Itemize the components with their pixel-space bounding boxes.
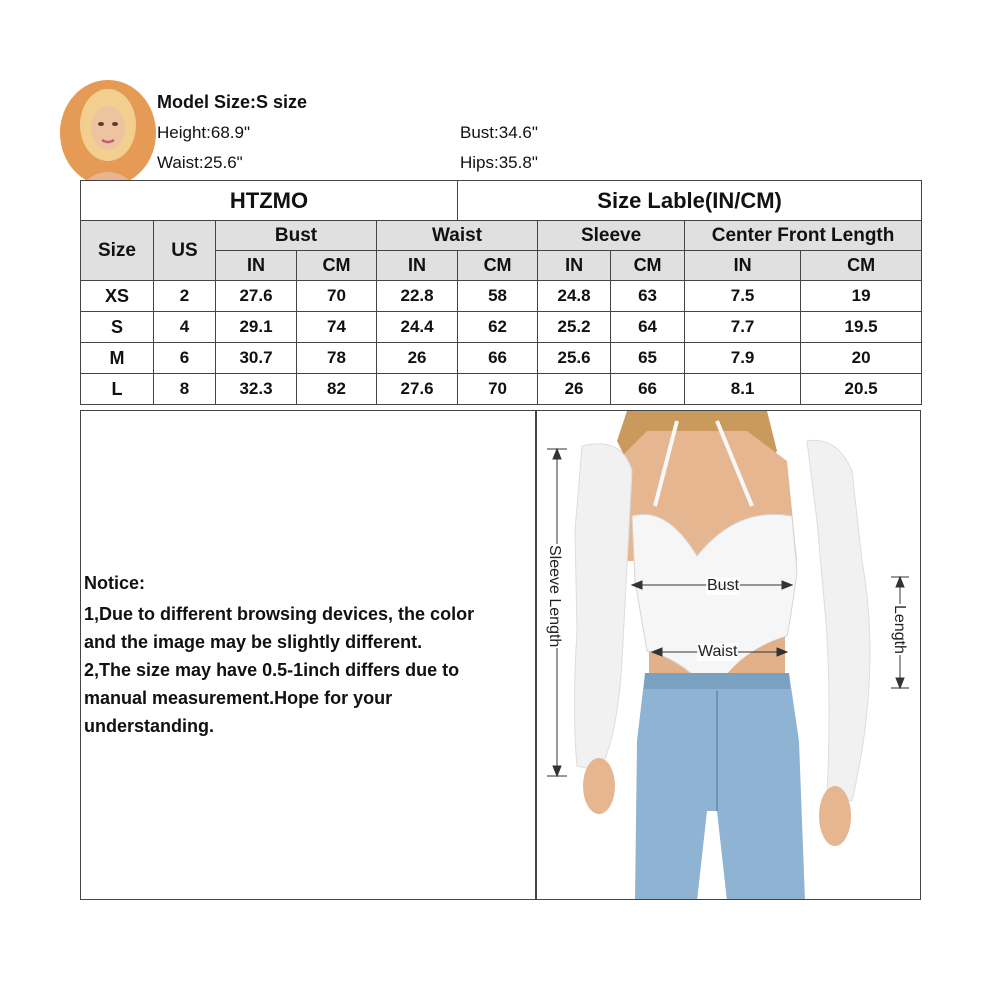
sleeve-in-cell: 26: [538, 374, 611, 405]
waist-cm-cell: 66: [458, 343, 538, 374]
waist-in-cell: 22.8: [377, 281, 458, 312]
size-cell: S: [81, 312, 154, 343]
bust-in-cell: 29.1: [216, 312, 297, 343]
waist-cm-cell: 70: [458, 374, 538, 405]
sleeve-in-cell: 25.6: [538, 343, 611, 374]
unit-in: IN: [685, 251, 801, 281]
waist-in-cell: 27.6: [377, 374, 458, 405]
unit-cm: CM: [801, 251, 922, 281]
cfl-in-cell: 8.1: [685, 374, 801, 405]
header-us: US: [154, 221, 216, 281]
cfl-cm-cell: 20: [801, 343, 922, 374]
us-cell: 6: [154, 343, 216, 374]
table-header-row: [81, 221, 922, 251]
notice-text: [84, 600, 534, 740]
table-row: [81, 374, 922, 405]
size-cell: XS: [81, 281, 154, 312]
length-measure-label: Length: [891, 605, 908, 654]
notice-line: and the image may be slightly different.: [84, 632, 423, 652]
sleeve-cm-cell: 65: [611, 343, 685, 374]
bust-in-cell: 27.6: [216, 281, 297, 312]
bust-cm-cell: 70: [297, 281, 377, 312]
model-avatar: [60, 80, 156, 186]
size-label-title: Size Lable(IN/CM): [458, 181, 922, 221]
us-cell: 4: [154, 312, 216, 343]
model-waist: Waist:25.6": [157, 153, 243, 172]
model-height: Height:68.9": [157, 123, 250, 142]
bust-in-cell: 30.7: [216, 343, 297, 374]
bust-cm-cell: 78: [297, 343, 377, 374]
bust-in-cell: 32.3: [216, 374, 297, 405]
unit-in: IN: [216, 251, 297, 281]
unit-cm: CM: [458, 251, 538, 281]
sleeve-cm-cell: 63: [611, 281, 685, 312]
model-hips: Hips:35.8": [460, 153, 538, 172]
header-center-front-length: Center Front Length: [685, 221, 922, 251]
notice-line: manual measurement.Hope for your: [84, 688, 393, 708]
header-sleeve: Sleeve: [538, 221, 685, 251]
table-row: [81, 312, 922, 343]
unit-in: IN: [538, 251, 611, 281]
sleeve-in-cell: 24.8: [538, 281, 611, 312]
size-chart-table: [80, 180, 922, 405]
notice-line: 1,Due to different browsing devices, the color: [84, 604, 475, 624]
model-bust: Bust:34.6": [460, 123, 538, 142]
header-waist: Waist: [377, 221, 538, 251]
us-cell: 2: [154, 281, 216, 312]
sleeve-cm-cell: 66: [611, 374, 685, 405]
bust-cm-cell: 74: [297, 312, 377, 343]
unit-cm: CM: [297, 251, 377, 281]
cfl-cm-cell: 19: [801, 281, 922, 312]
cfl-in-cell: 7.5: [685, 281, 801, 312]
unit-cm: CM: [611, 251, 685, 281]
notice-line: understanding.: [84, 716, 214, 736]
bust-measure-label: Bust: [707, 577, 740, 594]
waist-cm-cell: 58: [458, 281, 538, 312]
sleeve-cm-cell: 64: [611, 312, 685, 343]
table-title-row: [81, 181, 922, 221]
cfl-cm-cell: 19.5: [801, 312, 922, 343]
model-size-title: Model Size:S size: [157, 92, 308, 112]
waist-in-cell: 26: [377, 343, 458, 374]
waist-cm-cell: 62: [458, 312, 538, 343]
sleeve-in-cell: 25.2: [538, 312, 611, 343]
table-row: [81, 343, 922, 374]
sleeve-length-label: Sleeve Length: [546, 545, 563, 648]
header-size: Size: [81, 221, 154, 281]
unit-in: IN: [377, 251, 458, 281]
cfl-cm-cell: 20.5: [801, 374, 922, 405]
cfl-in-cell: 7.7: [685, 312, 801, 343]
waist-measure-label: Waist: [698, 643, 738, 660]
size-cell: M: [81, 343, 154, 374]
cfl-in-cell: 7.9: [685, 343, 801, 374]
bust-cm-cell: 82: [297, 374, 377, 405]
size-cell: L: [81, 374, 154, 405]
table-row: [81, 281, 922, 312]
notice-title: Notice:: [84, 573, 146, 593]
waist-in-cell: 24.4: [377, 312, 458, 343]
header-bust: Bust: [216, 221, 377, 251]
us-cell: 8: [154, 374, 216, 405]
notice-line: 2,The size may have 0.5-1inch differs due to: [84, 660, 460, 680]
brand-name: HTZMO: [81, 181, 458, 221]
